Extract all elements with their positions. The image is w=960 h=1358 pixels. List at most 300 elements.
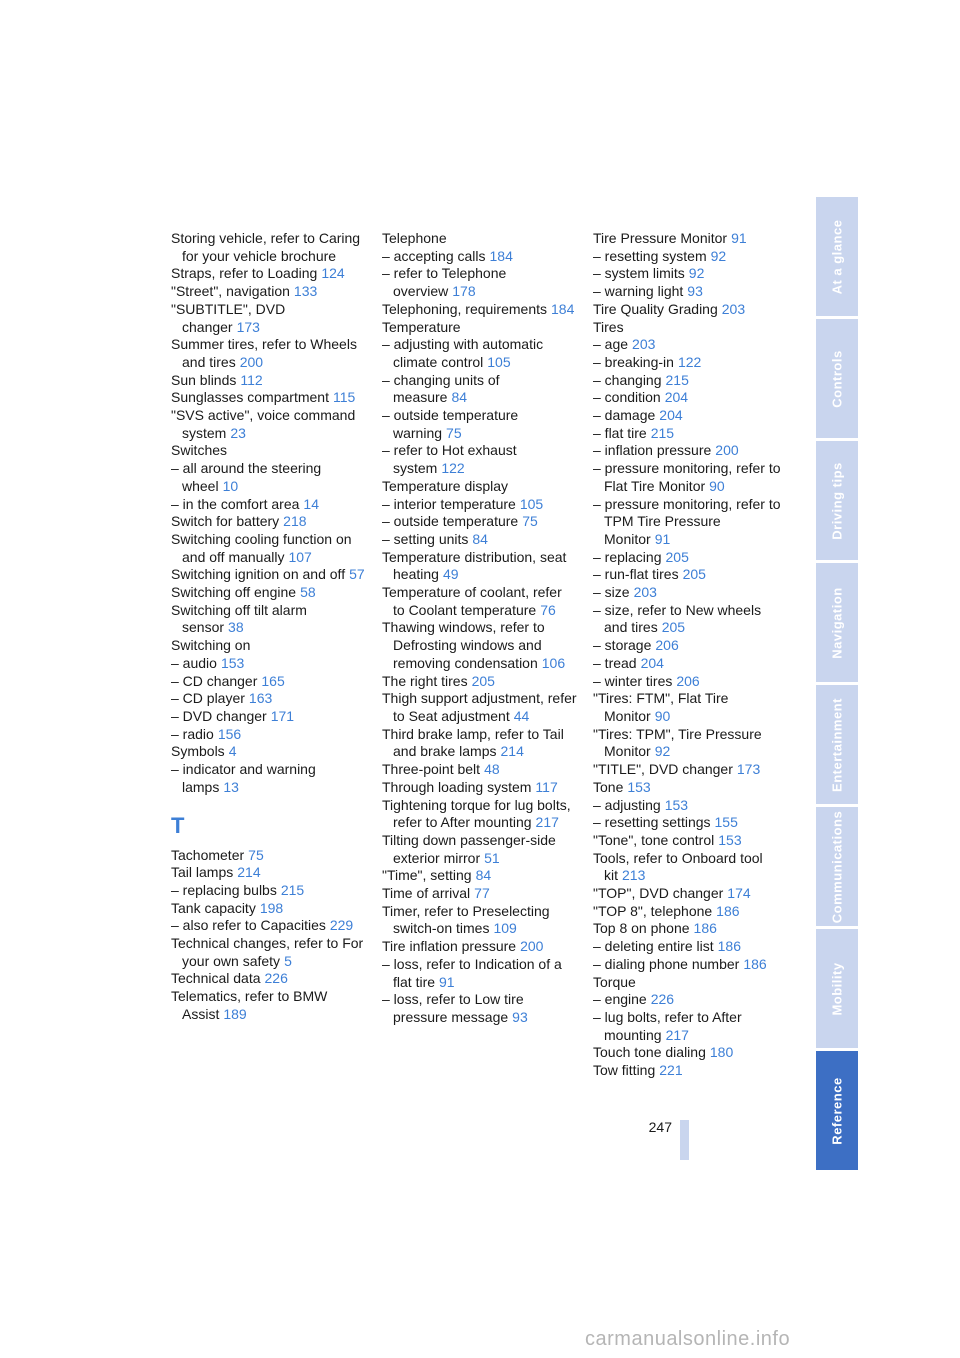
page-reference-link[interactable]: 186	[717, 938, 741, 955]
page-reference-link[interactable]: 204	[659, 407, 683, 424]
index-entry-text: – all around the steering wheel	[171, 460, 322, 494]
index-entry-text: "TITLE", DVD changer	[593, 761, 733, 778]
index-entry-text: "Tone", tone control	[593, 831, 715, 848]
page-reference-link[interactable]: 153	[220, 654, 245, 671]
page-reference-link[interactable]: 205	[682, 566, 706, 583]
page-reference-link[interactable]: 153	[664, 796, 689, 813]
index-entry-text: – tread	[593, 654, 637, 671]
index-entry	[382, 513, 577, 531]
section-tab-controls[interactable]	[816, 319, 858, 438]
page-reference-link[interactable]: 90	[654, 707, 671, 724]
index-entry	[593, 336, 788, 354]
index-entry-text: Touch tone dialing	[593, 1044, 706, 1061]
page-reference-link[interactable]: 75	[248, 846, 264, 863]
page-reference-link[interactable]: 214	[237, 864, 261, 881]
index-entry	[171, 301, 366, 336]
index-entry-text: Storing vehicle, refer to Caring for your vehicle brochure	[171, 230, 361, 264]
page-reference-link[interactable]: 186	[743, 955, 767, 972]
index-entry	[382, 690, 577, 725]
index-entry-text: Temperature distribution, seat heating	[382, 548, 567, 583]
page-reference-link[interactable]: 122	[677, 353, 702, 370]
index-entry	[593, 797, 788, 815]
index-entry	[593, 354, 788, 372]
index-entry	[593, 956, 788, 974]
index-entry-text: Third brake lamp, refer to Tail and brake lamps	[382, 725, 564, 760]
page-reference-link[interactable]: 5	[284, 952, 292, 969]
index-entry-text: – pressure monitoring, refer to TPM Tire Pressure Monitor	[593, 495, 781, 547]
index-entry	[171, 389, 366, 407]
index-entry-text: Tone	[593, 778, 624, 795]
page-reference-link[interactable]: 203	[633, 584, 657, 601]
index-entry-text: "Tires: FTM", Flat Tire Monitor	[593, 690, 729, 724]
index-entry-text: – in the comfort area	[171, 495, 300, 512]
index-entry	[382, 549, 577, 584]
index-entry	[593, 496, 788, 549]
index-entry-text: – damage	[593, 407, 656, 424]
page-reference-link[interactable]: 186	[716, 902, 740, 919]
index-entry-text: – radio	[171, 725, 214, 742]
page-reference-link[interactable]: 226	[650, 991, 675, 1008]
index-entry-text: – resetting settings	[593, 814, 711, 831]
index-entry-text: – CD changer	[171, 672, 258, 689]
index-entry	[171, 655, 366, 673]
index-entry-text: Sunglasses compartment	[171, 389, 329, 406]
index-entry	[171, 988, 366, 1023]
index-entry-text: Time of arrival	[382, 885, 471, 902]
index-entry-text: – interior temperature	[382, 495, 516, 512]
page-reference-link[interactable]: 205	[471, 672, 495, 689]
index-entry-text: – DVD changer	[171, 707, 267, 724]
index-entry-text: – flat tire	[593, 424, 647, 441]
index-entry	[382, 867, 577, 885]
index-entry-text: – also refer to Capacities	[171, 917, 326, 934]
index-entry	[593, 549, 788, 567]
index-entry	[171, 864, 366, 882]
index-entry-text: Switching off tilt alarm sensor	[171, 601, 307, 636]
index-entry-text: "Tires: TPM", Tire Pressure Monitor	[593, 725, 762, 760]
page-reference-link[interactable]: 14	[303, 495, 319, 512]
index-entry-text: "SVS active", voice command system	[171, 407, 356, 441]
index-entry	[171, 442, 366, 460]
index-entry	[382, 496, 577, 514]
page-reference-link[interactable]: 203	[632, 336, 656, 353]
index-entry	[171, 407, 366, 442]
index-entry	[593, 425, 788, 443]
index-entry	[593, 230, 788, 248]
index-entry	[593, 265, 788, 283]
index-entry-text: – engine	[593, 991, 647, 1008]
section-tab-label: Communications	[829, 810, 845, 923]
index-entry-text: – accepting calls	[382, 247, 486, 264]
page-reference-link[interactable]: 205	[665, 548, 689, 565]
index-entry	[593, 1062, 788, 1080]
index-entry	[593, 885, 788, 903]
index-entry-text: – breaking-in	[593, 353, 674, 370]
page-reference-link[interactable]: 76	[540, 601, 556, 618]
index-entry-text: – size	[593, 584, 630, 601]
index-entry	[593, 726, 788, 761]
index-entry	[171, 708, 366, 726]
section-tabs	[816, 197, 858, 1173]
index-entry-text: – changing	[593, 371, 662, 388]
index-entry-text: Three-point belt	[382, 761, 481, 778]
section-tab-communications[interactable]	[816, 807, 858, 926]
index-entry	[171, 372, 366, 390]
index-entry-text: Tires	[593, 318, 624, 335]
page-reference-link[interactable]: 165	[261, 672, 285, 689]
index-entry	[382, 673, 577, 691]
index-entry-text: Switching on	[171, 637, 251, 654]
index-entry-text: – audio	[171, 654, 217, 671]
index-entry-text: – pressure monitoring, refer to Flat Tire Monitor	[593, 460, 781, 494]
index-entry-text: Tow fitting	[593, 1062, 656, 1079]
index-entry-text: "TOP", DVD changer	[593, 885, 724, 902]
index-entry-text: Switch for battery	[171, 513, 280, 530]
index-entry	[382, 265, 577, 300]
index-entry	[382, 779, 577, 797]
index-entry-text: – storage	[593, 637, 652, 654]
page-reference-link[interactable]: 38	[228, 619, 244, 636]
index-entry-text: Temperature display	[382, 477, 509, 494]
page-reference-link[interactable]: 10	[222, 477, 239, 494]
index-column-1	[171, 230, 366, 1024]
page-reference-link[interactable]: 77	[474, 885, 490, 902]
index-entry-text: Switching cooling function on and off manually	[171, 530, 352, 565]
index-entry-text: – outside temperature	[382, 513, 519, 530]
page-reference-link[interactable]: 105	[519, 495, 544, 512]
index-entry	[382, 372, 577, 407]
index-entry-text: Summer tires, refer to Wheels and tires	[171, 336, 357, 370]
page-reference-link[interactable]: 57	[349, 566, 365, 583]
index-entry-text: Tightening torque for lug bolts, refer to After mounting	[382, 796, 571, 831]
index-entry-text: Sun blinds	[171, 371, 237, 388]
index-entry-text: Top 8 on phone	[593, 920, 690, 937]
index-entry-text: – replacing	[593, 548, 662, 565]
index-entry-text: Switching off engine	[171, 584, 297, 601]
index-entry	[382, 478, 577, 496]
page-reference-link[interactable]: 215	[280, 881, 305, 898]
index-entry	[593, 1044, 788, 1062]
index-letter-heading: T	[171, 812, 185, 838]
section-tab-at-a-glance[interactable]	[816, 197, 858, 316]
index-entry	[171, 283, 366, 301]
page-reference-link[interactable]: 215	[650, 424, 675, 441]
page-reference-link[interactable]: 206	[655, 637, 679, 654]
page-reference-link[interactable]: 184	[551, 300, 575, 317]
page-reference-link[interactable]: 163	[248, 690, 273, 707]
watermark: carmanualsonline.info	[585, 1328, 791, 1350]
index-entry	[171, 531, 366, 566]
index-entry-text: Temperature	[382, 318, 461, 335]
index-entry-text: – deleting entire list	[593, 938, 714, 955]
index-entry-text: – adjusting	[593, 796, 661, 813]
index-entry-text: Timer, refer to Preselecting switch-on times	[382, 902, 550, 937]
page-number-bar	[680, 1120, 689, 1160]
index-entry	[382, 619, 577, 672]
index-entry	[171, 900, 366, 918]
index-entry	[593, 301, 788, 319]
page-reference-link[interactable]: 221	[659, 1062, 683, 1079]
index-entry	[382, 832, 577, 867]
index-entry	[382, 407, 577, 442]
index-entry	[382, 319, 577, 337]
page-reference-link[interactable]: 226	[264, 970, 288, 987]
page-reference-link[interactable]: 4	[228, 743, 237, 760]
index-entry-text: Tire inflation pressure	[382, 938, 517, 955]
index-entry-text: Thigh support adjustment, refer to Seat adjustment	[382, 690, 577, 724]
page-reference-link[interactable]: 180	[709, 1044, 734, 1061]
index-entry	[593, 389, 788, 407]
index-entry-text: – resetting system	[593, 247, 707, 264]
page-reference-link[interactable]: 13	[223, 778, 239, 795]
index-entry-text: Technical changes, refer to For your own safety	[171, 935, 364, 969]
index-entry	[593, 903, 788, 921]
page-number: 247	[648, 1119, 672, 1135]
index-entry-text: Technical data	[171, 970, 261, 987]
index-entry	[382, 442, 577, 477]
page-reference-link[interactable]: 153	[627, 778, 651, 795]
index-entry	[171, 690, 366, 708]
page-reference-link[interactable]: 189	[223, 1005, 247, 1022]
index-entry-text: – warning light	[593, 283, 684, 300]
page-reference-link[interactable]: 218	[283, 513, 307, 530]
index-entry	[382, 991, 577, 1026]
page-reference-link[interactable]: 174	[727, 885, 751, 902]
index-entry	[593, 655, 788, 673]
page-reference-link[interactable]: 75	[522, 513, 538, 530]
index-entry-text: Telematics, refer to BMW Assist	[171, 988, 328, 1022]
index-entry	[382, 885, 577, 903]
index-entry-text: – lug bolts, refer to After mounting	[593, 1008, 742, 1043]
page-reference-link[interactable]: 105	[487, 353, 511, 370]
index-entry	[382, 956, 577, 991]
page-reference-link[interactable]: 106	[541, 654, 566, 671]
page-reference-link[interactable]: 214	[500, 743, 524, 760]
page-reference-link[interactable]: 215	[665, 371, 689, 388]
page-reference-link[interactable]: 91	[654, 530, 671, 547]
page-reference-link[interactable]: 217	[665, 1026, 689, 1043]
index-entry	[593, 814, 788, 832]
index-entry-text: Tire Quality Grading	[593, 300, 718, 317]
index-entry-text: – replacing bulbs	[171, 881, 277, 898]
index-entry	[382, 726, 577, 761]
index-entry	[171, 566, 366, 584]
page-reference-link[interactable]: 184	[489, 247, 513, 264]
page-reference-link[interactable]: 117	[535, 778, 558, 795]
index-entry-text: – run-flat tires	[593, 566, 679, 583]
index-entry-text: – system limits	[593, 265, 685, 282]
index-entry-text: – CD player	[171, 690, 245, 707]
page-reference-link[interactable]: 49	[442, 566, 459, 583]
page-reference-link[interactable]: 92	[710, 247, 727, 264]
page-reference-link[interactable]: 115	[332, 389, 356, 406]
page-reference-link[interactable]: 124	[321, 265, 345, 282]
page-reference-link[interactable]: 93	[512, 1008, 528, 1025]
page-reference-link[interactable]: 58	[300, 584, 316, 601]
index-entry-text: – setting units	[382, 530, 469, 547]
page-reference-link[interactable]: 198	[259, 899, 284, 916]
page-reference-link[interactable]: 217	[535, 814, 559, 831]
page-reference-link[interactable]: 84	[472, 530, 488, 547]
index-entry	[593, 832, 788, 850]
page-reference-link[interactable]: 91	[731, 230, 747, 246]
index-entry-text: – size, refer to New wheels and tires	[593, 601, 762, 636]
index-entry-text: – age	[593, 336, 629, 353]
page-reference-link[interactable]: 92	[654, 743, 671, 760]
page-reference-link[interactable]: 84	[475, 867, 492, 884]
section-tab-driving-tips[interactable]	[816, 441, 858, 560]
index-entry-text: "TOP 8", telephone	[593, 902, 713, 919]
index-entry	[171, 230, 366, 265]
page-reference-link[interactable]: 153	[718, 831, 742, 848]
index-entry	[593, 407, 788, 425]
index-entry	[171, 761, 366, 796]
page-reference-link[interactable]: 44	[513, 707, 530, 724]
index-entry	[382, 797, 577, 832]
section-tab-label: Entertainment	[829, 697, 845, 792]
page-reference-link[interactable]: 90	[709, 477, 725, 494]
index-entry-text: Tools, refer to Onboard tool kit	[593, 849, 763, 884]
index-entry	[593, 991, 788, 1009]
section-tab-label: Mobility	[829, 961, 845, 1016]
index-entry-text: – dialing phone number	[593, 955, 740, 972]
index-entry	[171, 935, 366, 970]
index-entry-text: – outside temperature warning	[382, 407, 519, 441]
index-entry	[593, 974, 788, 992]
index-entry	[171, 460, 366, 495]
index-entry	[593, 673, 788, 691]
index-entry-text: Switches	[171, 442, 228, 459]
index-entry-text: Tire Pressure Monitor	[593, 230, 728, 246]
index-entry	[171, 847, 366, 865]
index-entry-text: "SUBTITLE", DVD changer	[171, 300, 286, 335]
page-reference-link[interactable]: 178	[452, 283, 476, 300]
index-entry-text: – winter tires	[593, 672, 673, 689]
page-reference-link[interactable]: 203	[721, 300, 746, 317]
page-reference-link[interactable]: 84	[451, 389, 468, 406]
page-reference-link[interactable]: 213	[622, 867, 646, 884]
index-entry	[171, 726, 366, 744]
index-entry	[171, 336, 366, 371]
index-entry	[593, 460, 788, 495]
index-entry	[171, 970, 366, 988]
page-reference-link[interactable]: 155	[714, 814, 738, 831]
index-entry-text: "Street", navigation	[171, 283, 290, 300]
index-entry-text: Straps, refer to Loading	[171, 265, 318, 282]
index-entry-text: Switching ignition on and off	[171, 566, 346, 583]
index-entry	[382, 761, 577, 779]
page-reference-link[interactable]: 133	[293, 283, 318, 300]
index-entry-text: Telephoning, requirements	[382, 300, 547, 317]
index-entry	[593, 602, 788, 637]
section-tab-entertainment[interactable]	[816, 685, 858, 804]
index-entry	[171, 673, 366, 691]
index-column-3	[593, 230, 788, 1080]
page-reference-link[interactable]: 173	[736, 761, 761, 778]
index-entry	[593, 690, 788, 725]
page-reference-link[interactable]: 205	[661, 619, 686, 636]
index-entry	[382, 336, 577, 371]
index-entry	[593, 938, 788, 956]
index-entry	[171, 513, 366, 531]
index-entry	[593, 779, 788, 797]
index-entry	[593, 566, 788, 584]
page-reference-link[interactable]: 156	[217, 725, 242, 742]
page-reference-link[interactable]: 91	[439, 973, 455, 990]
page-reference-link[interactable]: 75	[446, 424, 462, 441]
section-tab-reference[interactable]	[816, 1051, 858, 1170]
page-reference-link[interactable]: 122	[441, 460, 465, 477]
index-entry-text: – refer to Hot exhaust system	[382, 442, 517, 477]
index-entry-text: Telephone	[382, 230, 447, 246]
index-entry-text: Thawing windows, refer to Defrosting windows and removing condensation	[382, 619, 545, 671]
index-entry-text: Symbols	[171, 743, 225, 760]
page-reference-link[interactable]: 51	[484, 849, 500, 866]
page-reference-link[interactable]: 93	[687, 283, 703, 300]
index-entry	[593, 637, 788, 655]
index-entry	[593, 319, 788, 337]
index-entry-text: Through loading system	[382, 778, 532, 795]
index-entry-text: Tachometer	[171, 846, 245, 863]
section-tab-navigation[interactable]	[816, 563, 858, 682]
index-entry	[171, 602, 366, 637]
section-tab-label: Driving tips	[829, 461, 845, 540]
index-entry	[171, 882, 366, 900]
page-reference-link[interactable]: 112	[240, 371, 263, 388]
page-reference-link[interactable]: 200	[239, 353, 264, 370]
page-reference-link[interactable]: 186	[693, 920, 717, 937]
page-reference-link[interactable]: 204	[664, 389, 689, 406]
index-entry	[171, 584, 366, 602]
page-reference-link[interactable]: 204	[640, 654, 664, 671]
index-entry-text: – indicator and warning lamps	[171, 761, 316, 795]
index-entry-text: Tilting down passenger-side exterior mirror	[382, 831, 556, 866]
section-tab-mobility[interactable]	[816, 929, 858, 1048]
index-entry	[382, 248, 577, 266]
page-reference-link[interactable]: 109	[493, 920, 517, 937]
page-reference-link[interactable]: 200	[715, 442, 739, 459]
page-reference-link[interactable]: 173	[236, 318, 260, 335]
page-reference-link[interactable]: 171	[270, 707, 295, 724]
index-entry-text: – refer to Telephone overview	[382, 265, 507, 300]
index-entry	[382, 584, 577, 619]
index-entry-text: Tank capacity	[171, 899, 256, 916]
page-reference-link[interactable]: 200	[520, 938, 544, 955]
index-entry-text: Tail lamps	[171, 864, 234, 881]
index-entry-text: Temperature of coolant, refer to Coolant temperature	[382, 584, 562, 618]
index-entry-text: "Time", setting	[382, 867, 472, 884]
index-entry	[593, 850, 788, 885]
index-entry	[593, 372, 788, 390]
index-entry	[171, 265, 366, 283]
index-entry	[593, 283, 788, 301]
section-tab-label: Reference	[829, 1076, 845, 1145]
index-entry	[593, 1009, 788, 1044]
index-entry-text: – loss, refer to Low tire pressure message	[382, 991, 524, 1025]
page-reference-link[interactable]: 23	[230, 424, 246, 441]
page-reference-link[interactable]: 107	[288, 548, 312, 565]
index-entry	[382, 938, 577, 956]
index-entry-text: – loss, refer to Indication of a flat tire	[382, 955, 562, 990]
index-column-2	[382, 230, 577, 1027]
page-reference-link[interactable]: 229	[329, 917, 354, 934]
index-entry	[593, 442, 788, 460]
page-reference-link[interactable]: 48	[484, 761, 500, 778]
page-reference-link[interactable]: 206	[676, 672, 700, 689]
index-entry-text: Torque	[593, 973, 636, 990]
page-reference-link[interactable]: 92	[688, 265, 705, 282]
index-entry	[382, 531, 577, 549]
